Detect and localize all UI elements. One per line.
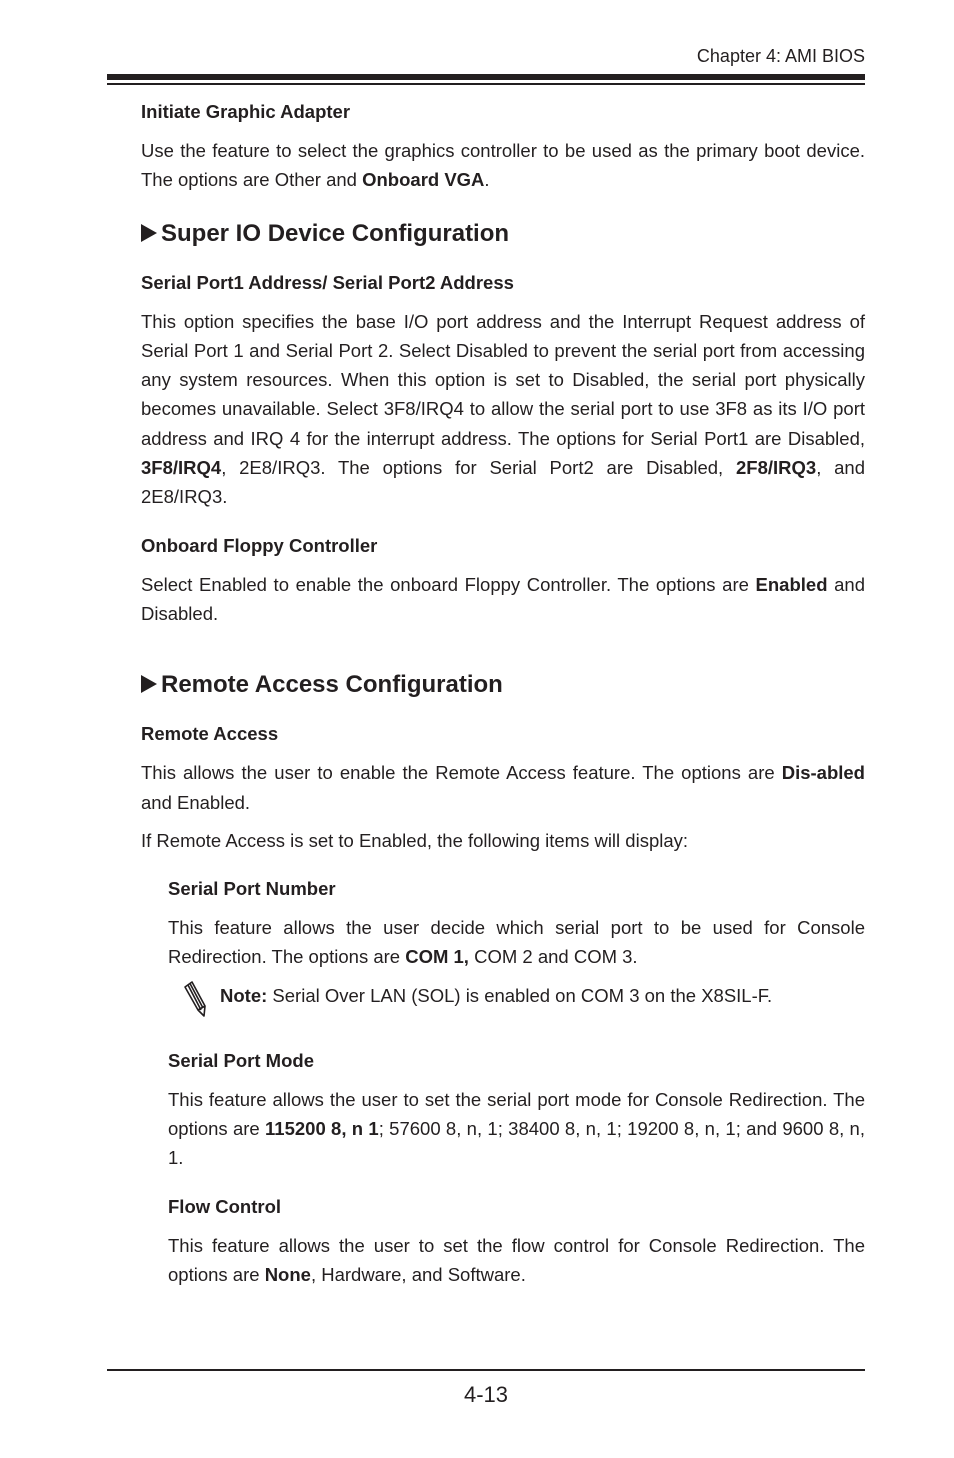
paragraph-initiate-graphic-adapter: Use the feature to select the graphics controller to be used as the primary boot device. The options are Other and Onboard VGA. [141, 140, 865, 191]
note-sol: Note: Serial Over LAN (SOL) is enabled on COM 3 on the X8SIL-F. [168, 981, 865, 1021]
footer-rule [107, 1369, 865, 1371]
heading-initiate-graphic-adapter: Initiate Graphic Adapter [141, 101, 351, 122]
page-content [141, 100, 865, 1289]
paragraph-serial-port-number: This feature allows the user decide which serial port to be used for Console Redirection. The options are COM 1, COM 2 and COM 3. [168, 917, 865, 968]
heading-serial-port-mode: Serial Port Mode [168, 1049, 314, 1071]
header-rule-thick [107, 74, 865, 80]
chapter-header: Chapter 4: AMI BIOS [696, 46, 865, 66]
paragraph-onboard-floppy: Select Enabled to enable the onboard Floppy Controller. The options are Enabled and Disabled. [141, 573, 865, 624]
heading-flow-control: Flow Control [168, 1195, 282, 1217]
paragraph-remote-access-display: If Remote Access is set to Enabled, the following items will display: [141, 829, 689, 851]
section-heading-super-io: Super IO Device Configuration [141, 219, 865, 249]
pencil-note-icon [182, 979, 208, 1019]
header-rule-thin [107, 83, 865, 85]
triangle-bullet-icon [141, 675, 157, 693]
heading-serial-port-number: Serial Port Number [168, 878, 336, 900]
paragraph-remote-access: This allows the user to enable the Remote Access feature. The options are Dis-abled and Enabled. [141, 762, 865, 813]
triangle-bullet-icon [141, 224, 157, 242]
remote-access-subitems [168, 877, 865, 1289]
paragraph-serial-port-address: This option specifies the base I/O port address and the Interrupt Request address of Serial Port 1 and Serial Port 2. Select Disabled to prevent the serial port from accessing any system resources. When this option is set to Disabled, the serial port physically becomes unavailable. Select 3F8/IRQ4 to allow the serial port to use 3F8 as its I/O port address and IRQ 4 for the interrupt address. The options for Serial Port1 are Disabled, 3F8/IRQ4, 2E8/IRQ3. The options for Serial Port2 are Disabled, 2F8/IRQ3, and 2E8/IRQ3. [141, 310, 865, 508]
heading-serial-port-address: Serial Port1 Address/ Serial Port2 Address [141, 271, 514, 293]
section-heading-remote-access: Remote Access Configuration [141, 670, 865, 700]
paragraph-serial-port-mode: This feature allows the user to set the serial port mode for Console Redirection. The options are 115200 8, n 1; 57600 8, n, 1; 38400 8, n, 1; 19200 8, n, 1; and 9600 8, n, 1. [168, 1088, 865, 1169]
page-number: 4-13 [463, 1382, 509, 1407]
heading-onboard-floppy: Onboard Floppy Controller [141, 534, 378, 556]
heading-remote-access: Remote Access [141, 723, 279, 745]
paragraph-flow-control: This feature allows the user to set the flow control for Console Redirection. The options are None, Hardware, and Software. [168, 1234, 865, 1285]
